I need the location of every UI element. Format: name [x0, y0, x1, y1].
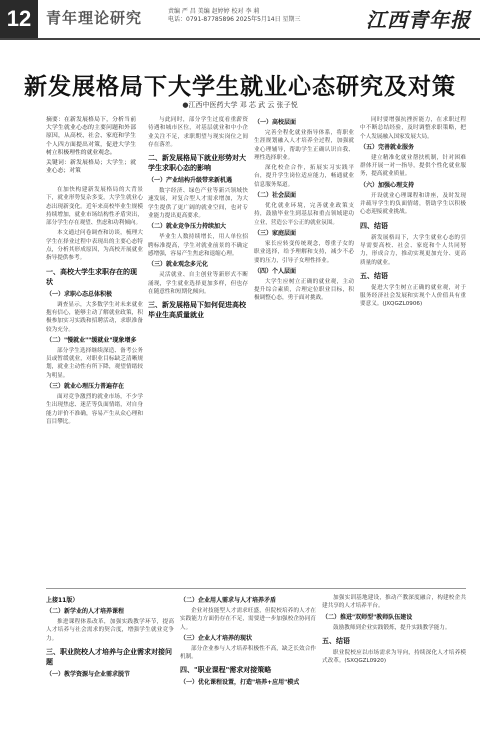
section-heading: 一、高校大学生求职存在的现状 [46, 267, 137, 286]
body-paragraph: 大学生应树立正确的就业观，主动提升综合素质，合理定位职业目标，积极调整心态，勇于面对挑战。 [254, 278, 354, 302]
page-header [0, 0, 480, 38]
body-paragraph: 与此同时，部分学生过度看重薪资待遇和城市区位，对基层就业和中小企业关注不足，求职期望与现实岗位之间存在落差。 [148, 117, 248, 148]
body-paragraph: 同时要增强抗挫折能力，在求职过程中不断总结经验，及时调整求职策略，把个人发展融入国家发展大局。 [360, 117, 466, 140]
section-heading: （一）高校层面 [254, 119, 297, 126]
bottom-column-1 [46, 594, 174, 738]
column-4 [360, 116, 466, 584]
page-number: 12 [0, 0, 38, 38]
section-heading: （一）求职心态总体积极 [46, 290, 113, 298]
abstract-text: 摘要：在新发展格局下，分析当前大学生就业心态的主要问题和外部原因，从高校、社会、家庭和学生个人四方面提出对策，促进大学生树立积极理性的就业观念。 [46, 117, 136, 156]
column-3 [254, 116, 354, 584]
section-heading: （三）就业观念多元化 [148, 261, 209, 269]
section-heading: （二）就业竞争压力持续加大 [148, 223, 227, 231]
section-heading: （三）家庭层面 [254, 229, 297, 237]
bottom-column-2 [180, 594, 316, 738]
column-1 [46, 186, 143, 584]
column-2 [148, 116, 248, 584]
section-heading: 三、职业院校人才培养与企业需求对接问题 [46, 647, 172, 666]
section-heading: （五）完善就业服务 [360, 143, 415, 151]
body-paragraph: 职业院校应以市场需求为导向，持续深化人才培养模式改革。(SXQGZL0920) [322, 649, 466, 665]
keywords-text: 关键词：新发展格局；大学生；就业心态；对策 [46, 160, 136, 175]
section-title: 青年理论研究 [46, 10, 143, 27]
section-heading: （二）新学业的人才培养课程 [46, 608, 125, 615]
body-paragraph: 调查显示，大多数学生对未来就业抱有信心，能够主动了解就业政策，积极参加实习实践和招聘活动，求职准备较为充分。 [46, 301, 143, 333]
body-paragraph: 深化校企合作，拓展实习实践平台，提升学生岗位适应能力，畅通就业信息服务渠道。 [254, 165, 354, 188]
body-paragraph: 开设就业心理课程和讲座，及时发现并疏导学生的负面情绪，帮助学生以积极心态迎接就业挑战。 [360, 192, 466, 216]
section-heading: （四）个人层面 [254, 267, 297, 275]
section-heading: （二）社会层面 [254, 192, 297, 200]
bottom-column-3 [322, 594, 466, 738]
body-paragraph: 毕业生人数持续增长，用人单位招聘标准提高，学生对就业前景的不确定感增强，容易产生焦虑和退缩心理。 [148, 234, 248, 257]
newspaper-logo: 江西青年报 [366, 8, 471, 32]
section-heading: 二、新发展格局下就业形势对大学生求职心态的影响 [148, 154, 246, 173]
bottom-divider [46, 588, 466, 589]
section-heading: （一）教学资源与企业需求脱节 [46, 670, 131, 678]
section-heading: 三、新发展格局下如何促进高校毕业生高质量就业 [148, 301, 246, 320]
section-heading: 上接11版） [46, 597, 79, 604]
body-paragraph: 推进课程体系改革，加强实践教学环节，提高人才培养与社会需求的契合度，增强学生就业竞争力。 [46, 619, 174, 642]
body-paragraph: 新发展格局下，大学生就业心态的引导需要高校、社会、家庭和个人共同努力，形成合力，推动实现更加充分、更高质量的就业。 [360, 234, 466, 266]
body-paragraph: 部分学生选择继续深造、备考公务员或暂缓就业，对职业目标缺乏清晰规划，就业主动性有所下降，观望情绪较为明显。 [46, 347, 143, 379]
abstract-block [46, 116, 136, 182]
section-heading: （二）企业用人需求与人才培养矛盾 [180, 597, 277, 604]
date-line: 电话：0791-87785896 2025年5月14日 星期三 [168, 16, 301, 23]
article-title: 新发展格局下大学生就业心态研究及对策 [24, 74, 456, 100]
body-paragraph: 灵活就业、自主创业等新形式不断涌现，学生就业选择更加多样，但也存在随意性和短期化倾向。 [148, 272, 248, 295]
section-heading: 五、结语 [322, 636, 350, 645]
section-heading: 五、结语 [360, 271, 388, 280]
section-heading: （三）就业心理压力普遍存在 [46, 383, 125, 391]
section-heading: 四、"职业课程"需求对接策略 [180, 666, 272, 675]
section-heading: （二）推进"双师型"教师队伍建设 [322, 613, 413, 621]
body-paragraph: 企业对技能型人才需求旺盛，但院校培养的人才在实践能力方面仍存在不足，需要进一步加强校企协同育人。 [180, 608, 316, 631]
body-paragraph: 部分企业参与人才培养积极性不高，缺乏长效合作机制。 [180, 645, 316, 661]
body-paragraph: 完善全程化就业指导体系，将职业生涯规划融入人才培养全过程，加强就业心理辅导，帮助学生正确认识自我、理性选择职业。 [254, 130, 354, 161]
section-heading: （六）加强心理支持 [360, 181, 415, 189]
body-paragraph: 鼓励教师到企业实践锻炼，提升实践教学能力。 [333, 624, 451, 631]
article-byline: ●江西中医药大学 邓 芯 武 云 张子悦 [182, 101, 298, 109]
body-paragraph: 加强实训基地建设，推动产教深度融合，构建校企共建共享的人才培养平台。 [322, 595, 466, 610]
section-heading: （二）"慢就业""缓就业"现象增多 [46, 336, 137, 344]
section-heading: （一）优化课程设置，打造"培养+应用"模式 [180, 679, 300, 687]
section-heading: （三）企业人才培养的现状 [180, 634, 253, 642]
body-paragraph: 本文通过问卷调查和访谈，梳理大学生在择业过程中表现出的主要心态特点，分析其形成原因，为高校开展就业指导提供参考。 [46, 230, 143, 262]
body-paragraph: 促进大学生树立正确的就业观，对于服务经济社会发展和实现个人价值具有重要意义。(JXQGZL0906) [360, 284, 466, 308]
body-paragraph: 优化就业环境，完善就业政策支持，鼓励毕业生到基层和重点领域建功立业，营造公平公正的就业氛围。 [254, 203, 354, 226]
body-paragraph: 建立精准化就业帮扶机制，针对困难群体开展一对一指导，提供个性化就业服务，提高就业质量。 [360, 154, 466, 178]
editor-line: 责编 严 昌 美编 赵婷婷 校对 李 莉 [168, 8, 260, 15]
body-paragraph: 数字经济、绿色产业等新兴领域快速发展，对复合型人才需求增加，为大学生提供了更广阔的就业空间，也对专业能力提出更高要求。 [148, 188, 248, 220]
body-paragraph: 在加快构建新发展格局的大背景下，就业形势复杂多变，大学生就业心态出现新变化。近年来高校毕业生规模持续增加，就业市场结构性矛盾突出，部分学生存在观望、焦虑和功利倾向。 [46, 187, 143, 227]
body-paragraph: 家长应转变传统观念，尊重子女的职业选择，给予理解和支持，减少不必要的压力，引导子女理性择业。 [254, 240, 354, 264]
header-divider [0, 38, 480, 40]
body-paragraph: 面对竞争激烈的就业市场，不少学生出现焦虑、迷茫等负面情绪，对自身能力评价不准确，容易产生从众心理和盲目攀比。 [46, 394, 143, 425]
section-heading: 四、结语 [360, 221, 388, 230]
section-heading: （一）产业结构升级带来新机遇 [148, 177, 233, 185]
